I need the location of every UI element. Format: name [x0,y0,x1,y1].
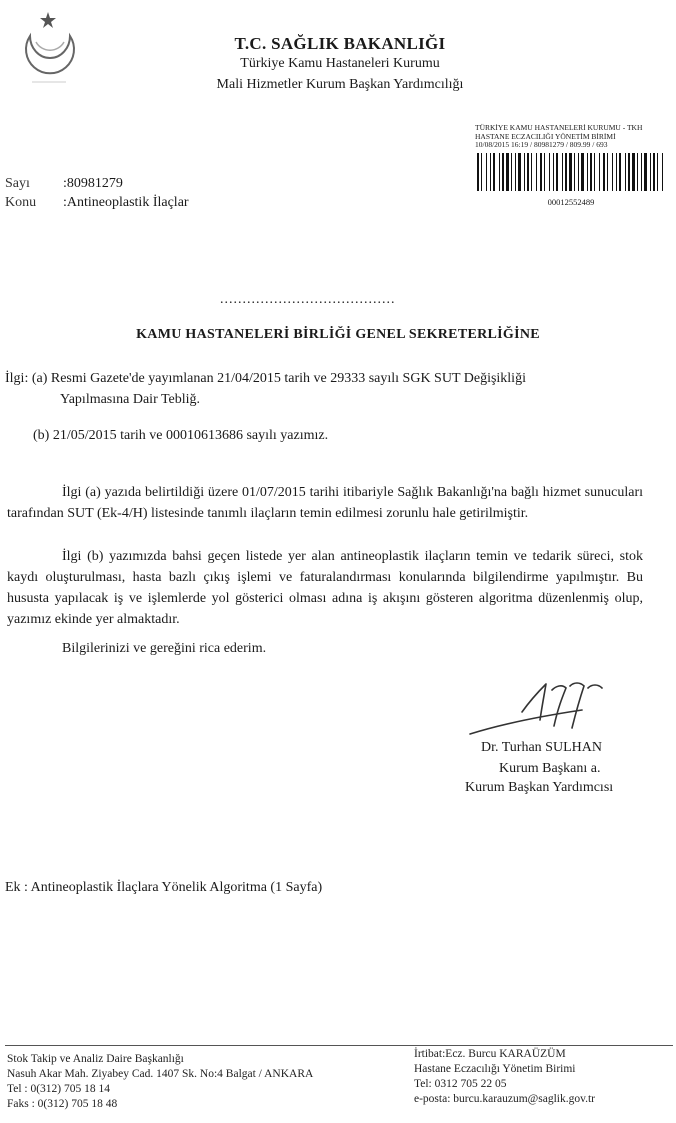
body-paragraph-2 [7,546,643,630]
footer-contact-tel: Tel: 0312 705 22 05 [414,1078,507,1090]
signer-title-2: Kurum Başkan Yardımcısı [465,780,614,795]
reference-a [5,368,645,410]
body-paragraph-1 [7,482,643,524]
footer-unit: Hastane Eczacılığı Yönetim Birimi [414,1063,576,1075]
department-name: Mali Hizmetler Kurum Başkan Yardımcılığı [216,77,464,92]
footer-right [414,1047,674,1107]
footer-contact: İrtibat:Ecz. Burcu KARAÜZÜM [414,1048,566,1060]
addressee: KAMU HASTANELERİ BİRLİĞİ GENEL SEKRETERLİĞİNE [136,327,540,342]
ministry-logo [14,6,84,92]
attachment-note: Ek : Antineoplastik İlaçlara Yönelik Algoritma (1 Sayfa) [5,880,323,895]
footer-fax: Faks : 0(312) 705 18 48 [7,1098,118,1110]
body-paragraph-3 [7,638,643,659]
sayi-value: :80981279 [63,176,123,191]
footer-address: Nasuh Akar Mah. Ziyabey Cad. 1407 Sk. No:4 Balgat / ANKARA [7,1068,314,1080]
footer-left [7,1052,407,1112]
institution-name: Türkiye Kamu Hastaneleri Kurumu [240,56,440,71]
reference-a-line2: Yapılmasına Dair Tebliğ. [60,392,201,407]
signer-title-1: Kurum Başkanı a. [499,761,601,776]
barcode-number: 00012552489 [547,196,595,207]
signer-name: Dr. Turhan SULHAN [481,740,602,755]
konu-row [5,195,189,211]
ministry-title: T.C. SAĞLIK BAKANLIĞI [234,34,446,53]
stamp-line-3: 10/08/2015 16:19 / 80981279 / 809.99 / 693 [475,140,608,149]
stamp-line-2: HASTANE ECZACILIĞI YÖNETİM BİRİMİ [475,131,616,141]
body-paragraph-2-text: İlgi (b) yazımızda bahsi geçen listede yer alan antineoplastik ilaçların temin ve tedarik süreci, stok kaydı oluşturulması, hasta bazlı çıkış işlemi ve faturalandırması konularında bilgilendirme yapılmıştır. Bu hususta yapılacak iş ve işlemlerde yol gösterici olması adına iş akışını gösteren algoritma düzenlenmiş olup, yazımız ekinde yer almaktadır. [7,549,643,627]
footer-email[interactable]: e-posta: burcu.karauzum@saglik.gov.tr [414,1093,596,1105]
stamp-line-1: TÜRKİYE KAMU HASTANELERİ KURUMU - TKH [475,123,643,132]
handwritten-signature [462,676,662,738]
body-paragraph-3-text: Bilgilerinizi ve gereğini rica ederim. [62,641,267,656]
konu-label: Konu [5,195,37,210]
sayi-label: Sayı [5,176,30,191]
ilgi-label: İlgi: [5,371,29,386]
konu-value: :Antineoplastik İlaçlar [63,195,189,210]
footer-tel: Tel : 0(312) 705 18 14 [7,1083,111,1095]
reference-a-line1: (a) Resmi Gazete'de yayımlanan 21/04/2015 tarih ve 29333 sayılı SGK SUT Değişikliği [31,371,526,386]
footer-divider [5,1045,673,1046]
sayi-row [5,176,123,192]
footer-dept: Stok Takip ve Analiz Daire Başkanlığı [7,1053,184,1065]
body-paragraph-1-text: İlgi (a) yazıda belirtildiği üzere 01/07/2015 tarihi itibariyle Sağlık Bakanlığı'na bağlı hizmet sunucuları tarafından SUT (Ek-4/H) listesinde tanımlı ilaçların temin edilmesi zorunlu hale getirilmiştir. [7,485,643,521]
reference-b: (b) 21/05/2015 tarih ve 00010613686 sayılı yazımız. [33,428,329,443]
barcode [475,153,667,191]
registry-stamp [475,124,675,207]
dotted-separator: ....................................... [220,292,396,307]
